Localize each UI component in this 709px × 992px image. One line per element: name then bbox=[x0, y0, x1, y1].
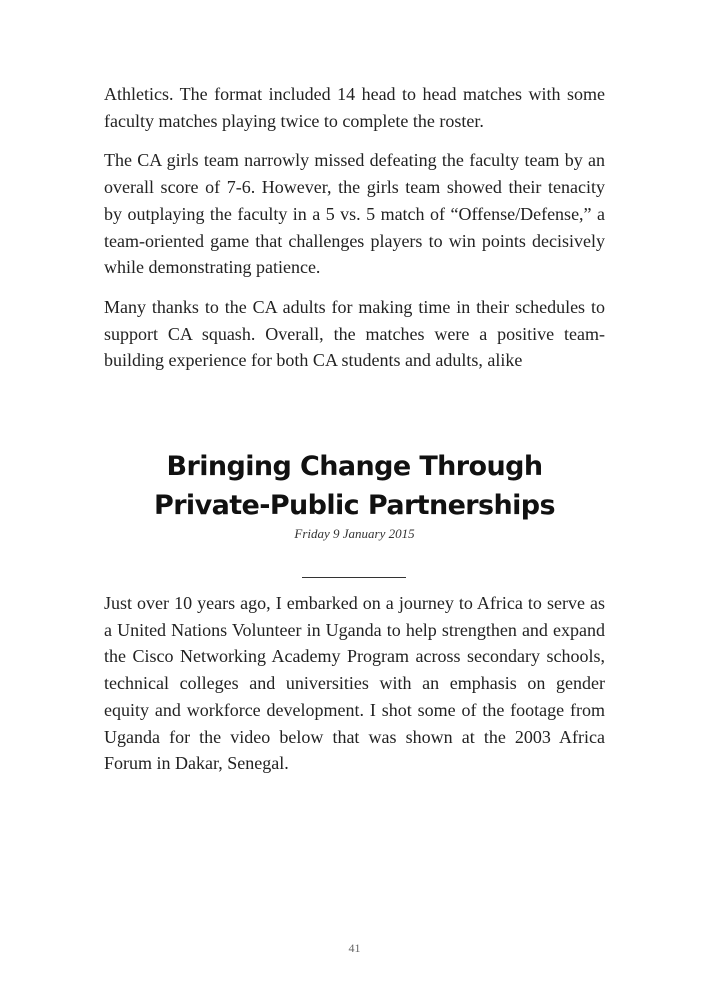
previous-article-body bbox=[104, 81, 605, 374]
body-paragraph: Athletics. The format included 14 head to head matches with some faculty matches playing twice to complete the roster. bbox=[104, 84, 605, 131]
body-paragraph: Just over 10 years ago, I embarked on a journey to Africa to serve as a United Nations Volunteer in Uganda to help strengthen and expand the Cisco Networking Academy Program across secondary schools, technical colleges and universities with an emphasis on gender equity and workforce development. I shot some of the footage from Uganda for the video below that was shown at the 2003 Africa Forum in Dakar, Senegal. bbox=[104, 593, 605, 774]
body-paragraph: The CA girls team narrowly missed defeating the faculty team by an overall score of 7-6. However, the girls team showed their tenacity by outplaying the faculty in a 5 vs. 5 match of “Offense/Defense,” a team-oriented game that challenges players to win points decisively while demonstrating patience. bbox=[104, 150, 605, 278]
article-title bbox=[104, 447, 605, 525]
article-date: Friday 9 January 2015 bbox=[294, 526, 415, 541]
title-divider bbox=[302, 577, 406, 578]
article-title-line-1: Bringing Change Through bbox=[166, 451, 543, 482]
article-title-line-2: Private-Public Partnerships bbox=[154, 490, 555, 521]
page-number: 41 bbox=[348, 941, 361, 955]
body-paragraph: Many thanks to the CA adults for making time in their schedules to support CA squash. Overall, the matches were a positive team-building experience for both CA students and adults, alike bbox=[104, 296, 605, 371]
article-body bbox=[104, 590, 605, 790]
